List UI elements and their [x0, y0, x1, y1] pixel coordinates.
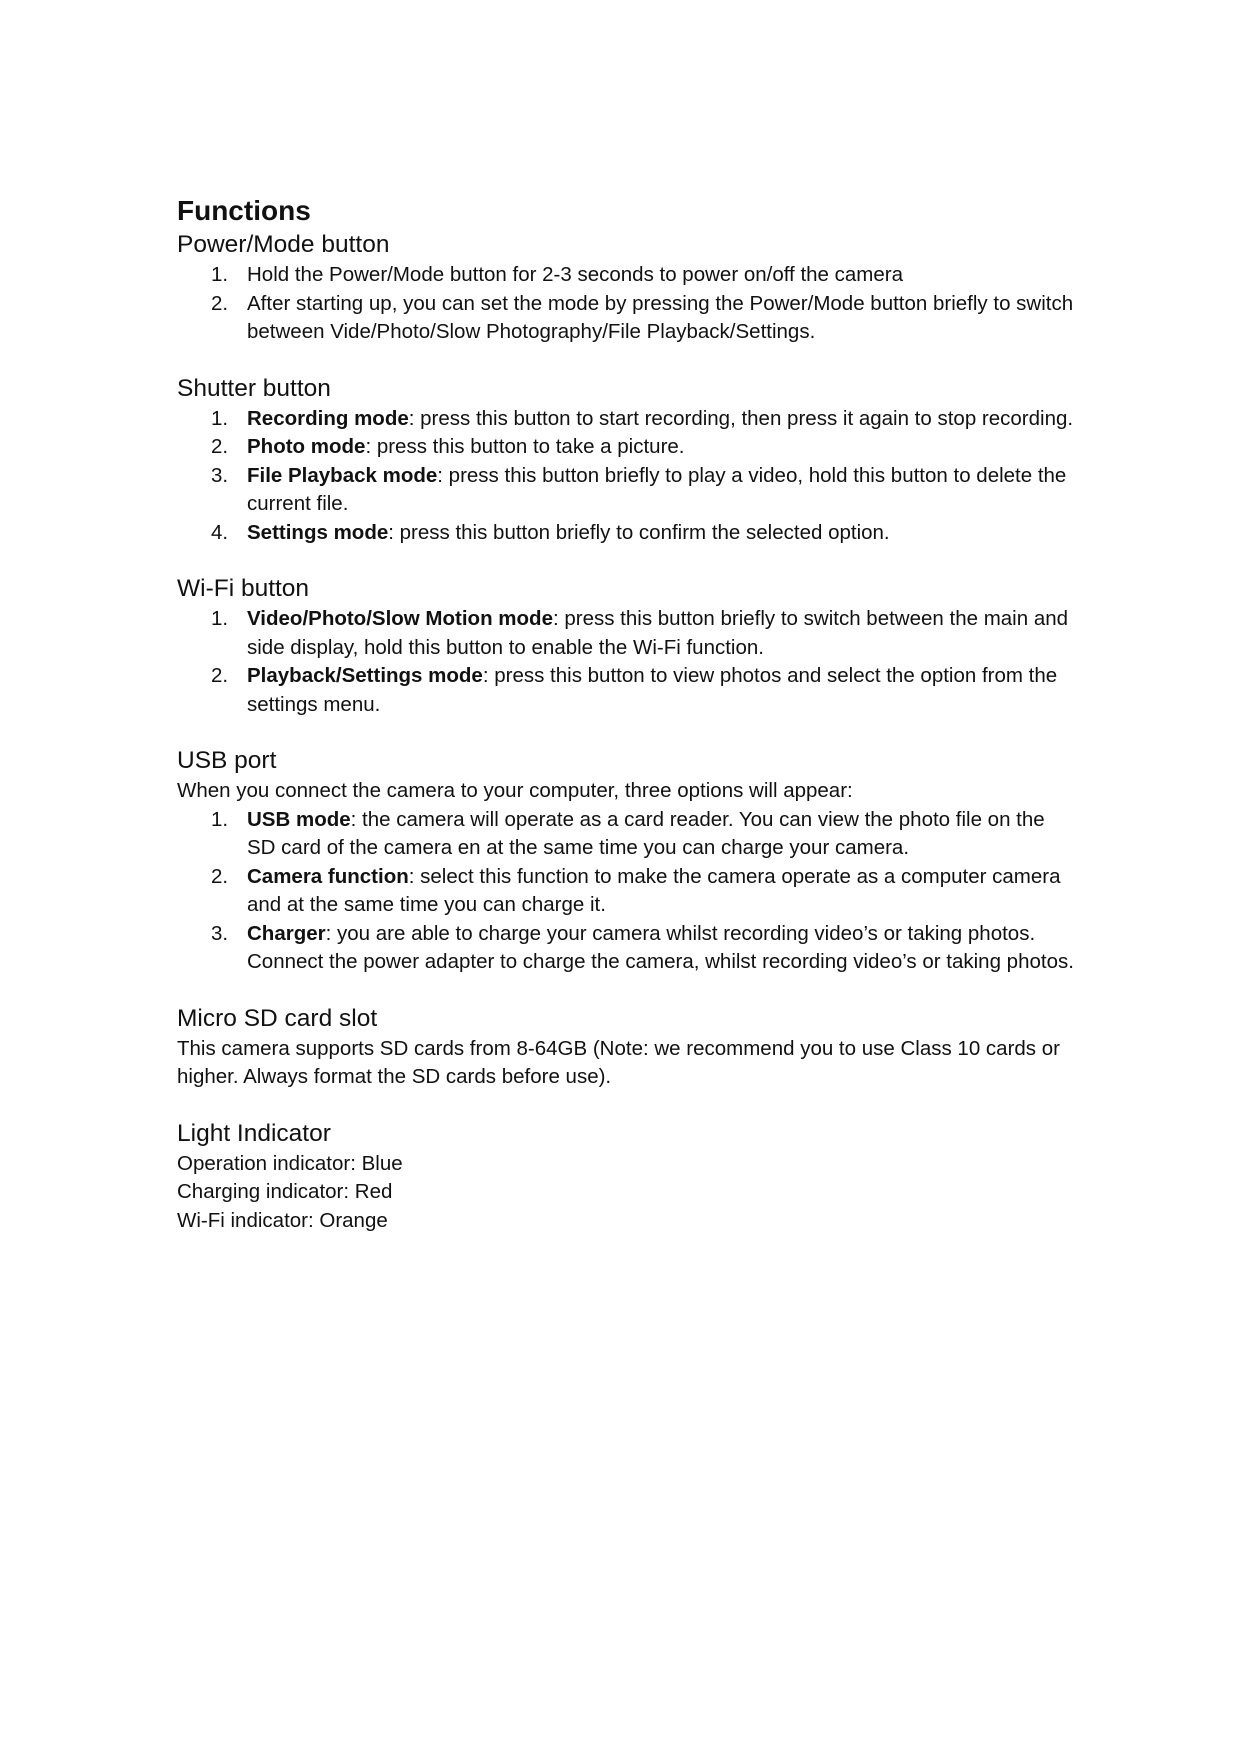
item-text: : press this button to view photos and select the option from the settings menu. [247, 664, 1058, 716]
section-power-mode-button [177, 229, 1077, 347]
list-item [177, 405, 1077, 434]
list-item [177, 605, 1077, 662]
item-bold-label: Settings mode [247, 520, 389, 544]
list-item [177, 806, 1077, 863]
section-intro: When you connect the camera to your computer, three options will appear: [177, 779, 853, 802]
item-bold-label: Playback/Settings mode [247, 664, 483, 687]
section-heading: Light Indicator [177, 1119, 331, 1147]
item-number: 1. [211, 406, 229, 430]
item-number: 2. [211, 291, 229, 315]
numbered-list [177, 605, 1077, 719]
item-number: 1. [211, 263, 229, 286]
section-wifi-button [177, 573, 1077, 719]
indicator-line-operation: Operation indicator: Blue [177, 1151, 403, 1175]
item-number: 1. [211, 807, 229, 831]
section-paragraph: This camera supports SD cards from 8-64GB (Note: we recommend you to use Class 10 cards or higher. Always format the SD cards before use). [177, 1036, 1060, 1088]
item-text: : press this button briefly to switch between the main and side display, hold this button to enable the Wi-Fi function. [247, 607, 1069, 659]
section-micro-sd-card-slot [177, 1003, 1077, 1092]
page-content [177, 193, 1077, 1235]
section-heading: Shutter button [177, 374, 331, 402]
item-bold-label: Camera function [247, 864, 409, 888]
item-text: After starting up, you can set the mode by pressing the Power/Mode button briefly to switch between Vide/Photo/Slow Photography/File Playback/Settings. [247, 291, 1074, 343]
item-bold-label: Recording mode [247, 406, 409, 430]
item-bold-label: Charger [247, 921, 326, 945]
section-heading: USB port [177, 747, 277, 774]
section-usb-port [177, 745, 1077, 977]
item-text: : press this button to start recording, then press it again to stop recording. [408, 406, 1074, 430]
item-bold-label: Video/Photo/Slow Motion mode [247, 607, 553, 630]
item-text: : press this button briefly to confirm the selected option. [388, 520, 890, 544]
item-text: Hold the Power/Mode button for 2-3 seconds to power on/off the camera [247, 263, 903, 286]
item-text: : you are able to charge your camera whilst recording video’s or taking photos. Connect the power adapter to charge the camera, whilst recording video’s or taking photos. [247, 921, 1074, 973]
page-title: Functions [177, 195, 311, 226]
section-shutter-button [177, 373, 1077, 548]
list-item [177, 290, 1077, 347]
item-text: : the camera will operate as a card reader. You can view the photo file on the SD card of the camera en at the same time you can charge your camera. [247, 807, 1045, 859]
item-text: : press this button briefly to play a video, hold this button to delete the current file. [247, 463, 1067, 515]
item-bold-label: USB mode [247, 807, 351, 831]
section-heading: Micro SD card slot [177, 1004, 378, 1032]
item-number: 3. [211, 463, 229, 487]
item-number: 2. [211, 435, 229, 458]
item-text: : press this button to take a picture. [365, 435, 685, 458]
section-heading: Power/Mode button [177, 231, 390, 258]
item-number: 2. [211, 864, 229, 888]
item-text: : select this function to make the camera operate as a computer camera and at the same time you can charge it. [247, 864, 1061, 916]
item-number: 3. [211, 921, 229, 945]
item-number: 4. [211, 520, 229, 544]
numbered-list [177, 405, 1077, 548]
item-bold-label: Photo mode [247, 435, 366, 458]
numbered-list [177, 806, 1077, 977]
item-number: 2. [211, 664, 229, 687]
indicator-line-wifi: Wi-Fi indicator: Orange [177, 1208, 388, 1232]
list-item [177, 261, 1077, 290]
list-item [177, 519, 1077, 548]
section-heading: Wi-Fi button [177, 575, 310, 602]
item-number: 1. [211, 607, 229, 630]
list-item [177, 433, 1077, 462]
list-item [177, 920, 1077, 977]
list-item [177, 462, 1077, 519]
indicator-line-charging: Charging indicator: Red [177, 1180, 393, 1203]
list-item [177, 662, 1077, 719]
numbered-list [177, 261, 1077, 347]
list-item [177, 863, 1077, 920]
item-bold-label: File Playback mode [247, 463, 438, 487]
section-light-indicator [177, 1118, 1077, 1236]
